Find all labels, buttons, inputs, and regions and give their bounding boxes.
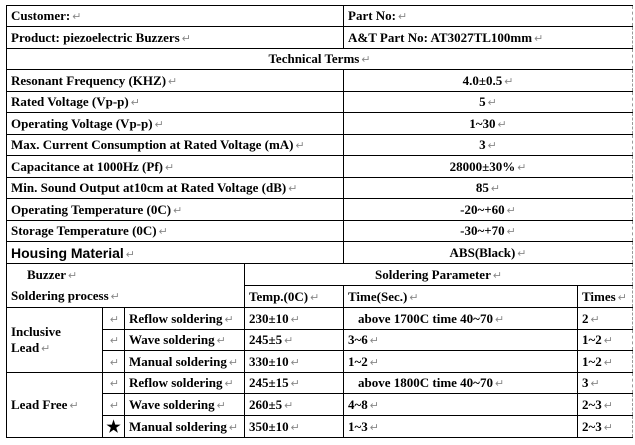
- temp-value-text: 245±15: [249, 375, 289, 390]
- part-no-label: Part No:: [348, 8, 397, 23]
- term-value: [344, 70, 633, 92]
- time-value-text: above 1700C time 40~70: [358, 310, 493, 326]
- temp-value: [245, 416, 344, 438]
- process-name: [125, 373, 245, 394]
- term-row: [7, 242, 633, 264]
- return-arrow-icon: ↵: [617, 291, 627, 304]
- term-value-text: 5: [479, 94, 486, 109]
- return-arrow-icon: ↵: [290, 313, 300, 326]
- term-value: [344, 178, 633, 199]
- return-arrow-icon: ↵: [492, 269, 503, 282]
- customer-row: [7, 6, 633, 27]
- group-name-inclusive: [7, 308, 103, 373]
- at-part-no-value: AT3027TL100mm: [430, 29, 533, 45]
- times-value-text: 1~2: [582, 353, 602, 369]
- term-param: [7, 113, 344, 135]
- process-name: [125, 351, 245, 373]
- term-value: [344, 156, 633, 178]
- term-row: [7, 156, 633, 178]
- term-value-text: 85: [475, 180, 489, 195]
- times-value-text: 2~3: [582, 418, 602, 434]
- return-arrow-icon: ↵: [154, 118, 164, 131]
- process-name-text: Manual soldering: [129, 353, 227, 369]
- return-arrow-icon: ↵: [110, 291, 120, 304]
- times-header: [578, 286, 633, 308]
- return-arrow-icon: ↵: [173, 204, 183, 217]
- return-arrow-icon: ↵: [109, 399, 120, 412]
- term-value: [344, 242, 633, 264]
- term-value: [344, 92, 633, 113]
- return-arrow-icon: ↵: [534, 32, 544, 45]
- return-arrow-icon: ↵: [409, 291, 419, 304]
- process-name-text: Wave soldering: [129, 332, 215, 347]
- return-arrow-icon: ↵: [506, 204, 516, 217]
- row-marker: [103, 394, 125, 416]
- time-value: [344, 373, 578, 394]
- term-param: [7, 156, 344, 178]
- soldering-row: [7, 373, 633, 394]
- return-arrow-icon: ↵: [41, 343, 51, 355]
- time-value-text: 3~6: [348, 332, 368, 347]
- temp-value-text: 350±10: [249, 418, 289, 434]
- return-arrow-icon: ↵: [487, 97, 497, 109]
- technical-terms-title-row: [7, 49, 633, 70]
- times-header-text: Times: [582, 288, 616, 304]
- return-arrow-icon: ↵: [603, 356, 613, 369]
- term-row: [7, 70, 633, 92]
- times-value-text: 3: [582, 375, 589, 390]
- return-arrow-icon: ↵: [216, 335, 226, 347]
- row-marker: [103, 373, 125, 394]
- time-value-text: 1~3: [348, 418, 368, 434]
- return-arrow-icon: ↵: [290, 378, 300, 390]
- customer-label: Customer:: [11, 8, 71, 23]
- term-param-text: Rated Voltage (Vp-p): [11, 94, 129, 109]
- group-name-line2: Lead: [11, 340, 40, 355]
- row-marker: [103, 330, 125, 351]
- row-marker: [103, 308, 125, 330]
- term-value-text: 4.0±0.5: [462, 72, 503, 88]
- times-value-text: 1~2: [582, 332, 602, 347]
- return-arrow-icon: ↵: [284, 399, 294, 412]
- times-value: [578, 394, 633, 416]
- return-arrow-icon: ↵: [490, 183, 501, 195]
- temp-value: [245, 394, 344, 416]
- return-arrow-icon: ↵: [224, 313, 234, 326]
- star-icon: [103, 416, 125, 438]
- return-arrow-icon: ↵: [72, 11, 82, 23]
- time-value-text: 1~2: [348, 353, 368, 369]
- process-name: [125, 308, 245, 330]
- at-part-no-label: A&T Part No:: [348, 29, 428, 45]
- temp-value: [245, 351, 344, 373]
- return-arrow-icon: ↵: [497, 118, 507, 131]
- soldering-process-cell: [7, 286, 245, 308]
- term-param-text: Resonant Frequency (KHZ): [11, 72, 167, 88]
- return-arrow-icon: ↵: [494, 313, 505, 326]
- term-param-text: Max. Current Consumption at Rated Voltage (mA): [11, 137, 294, 152]
- term-param-text: Capacitance at 1000Hz (Pf): [11, 158, 163, 174]
- return-arrow-icon: ↵: [228, 356, 239, 369]
- return-arrow-icon: ↵: [109, 378, 120, 390]
- return-arrow-icon: ↵: [67, 269, 78, 282]
- temp-value: [245, 373, 344, 394]
- term-row: [7, 178, 633, 199]
- time-value: [344, 351, 578, 373]
- term-param: [7, 135, 344, 156]
- process-name: [125, 416, 245, 438]
- return-arrow-icon: ↵: [165, 161, 175, 174]
- term-param: [7, 221, 344, 242]
- process-name-text: Reflow soldering: [129, 375, 223, 390]
- term-value: [344, 199, 633, 221]
- times-value: [578, 330, 633, 351]
- return-arrow-icon: ↵: [216, 399, 226, 412]
- return-arrow-icon: ↵: [369, 356, 379, 369]
- term-param-text: Min. Sound Output at10cm at Rated Voltage (dB): [11, 180, 287, 195]
- times-value: [578, 308, 633, 330]
- time-value: [344, 330, 578, 351]
- buzzer-label-cell: [7, 264, 245, 286]
- process-name-text: Wave soldering: [129, 396, 215, 412]
- return-arrow-icon: ↵: [290, 421, 300, 434]
- product-label: Product: piezoelectric Buzzers: [11, 29, 180, 45]
- time-value-text: above 1800C time 40~70: [358, 375, 493, 390]
- time-header: [344, 286, 578, 308]
- return-arrow-icon: ↵: [228, 421, 239, 434]
- product-cell: [7, 27, 344, 49]
- return-arrow-icon: ↵: [590, 313, 600, 326]
- term-value-text: 28000±30%: [449, 158, 516, 174]
- return-arrow-icon: ↵: [603, 399, 613, 412]
- return-arrow-icon: ↵: [494, 378, 505, 390]
- return-arrow-icon: ↵: [288, 183, 298, 195]
- group-name-line1: Inclusive: [11, 324, 61, 339]
- term-value-text: -30~+70: [460, 223, 505, 238]
- term-value: [344, 113, 633, 135]
- return-arrow-icon: ↵: [109, 356, 120, 369]
- buzzer-label: Buzzer: [27, 266, 66, 282]
- return-arrow-icon: ↵: [181, 32, 191, 45]
- return-arrow-icon: ↵: [158, 226, 168, 238]
- soldering-parameter-label: Soldering Parameter: [374, 266, 491, 282]
- return-arrow-icon: ↵: [369, 399, 379, 412]
- temp-value: [245, 330, 344, 351]
- term-row: [7, 199, 633, 221]
- soldering-row: [7, 308, 633, 330]
- term-param: [7, 70, 344, 92]
- term-value-text: ABS(Black): [449, 244, 516, 260]
- soldering-header-row: [7, 264, 633, 286]
- technical-terms-title: [7, 49, 633, 70]
- temp-header: [245, 286, 344, 308]
- return-arrow-icon: ↵: [109, 313, 120, 326]
- time-value-text: 4~8: [348, 396, 368, 412]
- process-name: [125, 394, 245, 416]
- term-value-text: 3: [479, 137, 486, 152]
- return-arrow-icon: ↵: [109, 335, 120, 347]
- temp-header-text: Temp.(0C): [249, 288, 309, 304]
- term-param: [7, 92, 344, 113]
- times-value-text: 2~3: [582, 396, 602, 412]
- term-param-text: Storage Temperature (0C): [11, 223, 157, 238]
- term-value-text: -20~+60: [460, 201, 505, 217]
- group-name-line1: Lead Free: [11, 397, 68, 412]
- row-marker-text: ★: [106, 418, 121, 436]
- term-param-text: Housing Material: [11, 244, 124, 261]
- process-name: [125, 330, 245, 351]
- return-arrow-icon: ↵: [284, 335, 294, 347]
- return-arrow-icon: ↵: [590, 378, 600, 390]
- soldering-process-label: Soldering process: [11, 288, 109, 304]
- process-name-text: Manual soldering: [129, 418, 227, 434]
- process-name-text: Reflow soldering: [129, 310, 223, 326]
- term-row: [7, 113, 633, 135]
- part-no-cell: [344, 6, 633, 27]
- return-arrow-icon: ↵: [290, 356, 300, 369]
- term-param: [7, 242, 344, 264]
- return-arrow-icon: ↵: [603, 421, 613, 434]
- technical-terms-title-text: Technical Terms: [268, 51, 360, 66]
- term-param-text: Operating Voltage (Vp-p): [11, 115, 153, 131]
- times-value: [578, 351, 633, 373]
- return-arrow-icon: ↵: [310, 291, 320, 304]
- time-value: [344, 394, 578, 416]
- return-arrow-icon: ↵: [69, 400, 79, 412]
- return-arrow-icon: ↵: [517, 161, 527, 174]
- return-arrow-icon: ↵: [369, 335, 379, 347]
- time-value: [344, 416, 578, 438]
- return-arrow-icon: ↵: [487, 140, 497, 152]
- spec-table: [6, 5, 633, 438]
- return-arrow-icon: ↵: [295, 140, 305, 152]
- return-arrow-icon: ↵: [369, 421, 379, 434]
- customer-cell: [7, 6, 344, 27]
- return-arrow-icon: ↵: [168, 75, 178, 88]
- return-arrow-icon: ↵: [517, 247, 527, 260]
- term-param-text: Operating Temperature (0C): [11, 201, 172, 217]
- return-arrow-icon: ↵: [125, 248, 136, 261]
- temp-value-text: 230±10: [249, 310, 289, 326]
- row-marker: [103, 351, 125, 373]
- product-row: [7, 27, 633, 49]
- return-arrow-icon: ↵: [361, 54, 371, 66]
- return-arrow-icon: ↵: [130, 97, 140, 109]
- term-row: [7, 135, 633, 156]
- times-value: [578, 373, 633, 394]
- term-value-text: 1~30: [469, 115, 496, 131]
- spec-document: [6, 5, 632, 438]
- return-arrow-icon: ↵: [504, 75, 514, 88]
- term-param: [7, 178, 344, 199]
- soldering-columns-row: [7, 286, 633, 308]
- temp-value-text: 260±5: [249, 396, 283, 412]
- return-arrow-icon: ↵: [603, 335, 613, 347]
- term-value: [344, 135, 633, 156]
- term-param: [7, 199, 344, 221]
- temp-value-text: 245±5: [249, 332, 283, 347]
- time-value: [344, 308, 578, 330]
- temp-value: [245, 308, 344, 330]
- term-value: [344, 221, 633, 242]
- time-header-text: Time(Sec.): [348, 288, 408, 304]
- at-part-no-cell: [344, 27, 633, 49]
- return-arrow-icon: ↵: [506, 226, 516, 238]
- temp-value-text: 330±10: [249, 353, 289, 369]
- return-arrow-icon: ↵: [398, 11, 408, 23]
- term-row: [7, 221, 633, 242]
- times-value: [578, 416, 633, 438]
- group-name-lead-free: [7, 373, 103, 438]
- return-arrow-icon: ↵: [224, 378, 234, 390]
- times-value-text: 2: [582, 310, 589, 326]
- soldering-parameter-cell: [245, 264, 633, 286]
- term-row: [7, 92, 633, 113]
